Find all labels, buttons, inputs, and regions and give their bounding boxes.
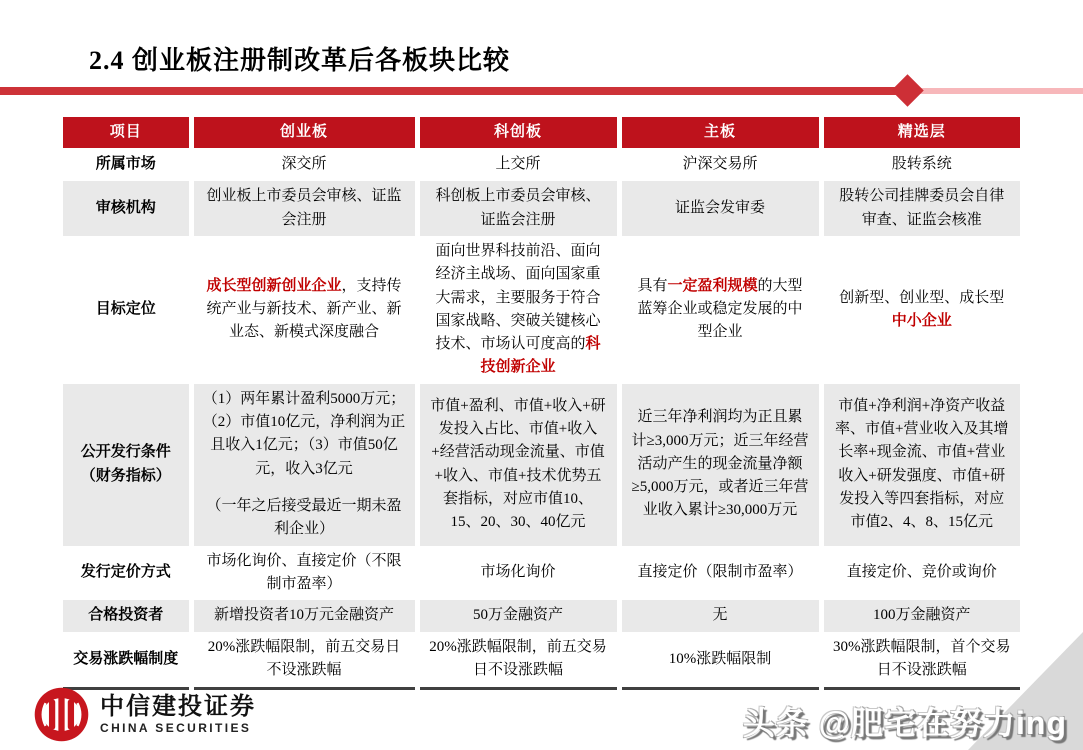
header-star: 科创板: [417, 117, 619, 148]
table-row-investor: [63, 600, 1020, 632]
table-row-review: [63, 181, 1020, 236]
cell-review-chinext: 创业板上市委员会审核、证监会注册: [191, 181, 417, 236]
cell-market-chinext: 深交所: [191, 148, 417, 181]
row-label-finance-line1: 公开发行条件: [80, 444, 171, 461]
title-rule-pink: [901, 88, 1083, 94]
cell-review-select: 股转公司挂牌委员会自律审查、证监会核准: [821, 181, 1020, 236]
finance-chinext-paragraph: （1）两年累计盈利5000万元；（2）市值10亿元，净利润为正且收入1亿元；（3）市值50亿元，收入3亿元: [202, 390, 406, 477]
cell-limit-star: 20%涨跌幅限制，前五交易日不设涨跌幅: [417, 632, 619, 688]
table-row-positioning: [63, 236, 1020, 384]
row-label-investor: 合格投资者: [88, 607, 164, 624]
row-label-review: 审核机构: [95, 199, 156, 216]
finance-chinext-note: （一年之后接受最近一期未盈利企业）: [206, 497, 402, 537]
title-rule-diamond-icon: [891, 74, 924, 107]
cell-finance-star: 市值+盈利、市值+收入+研发投入占比、市值+收入+经营活动现金流量、市值+收入、市值+技术优势五套指标，对应市值10、15、20、30、40亿元: [417, 384, 619, 546]
table-row-market: [63, 148, 1020, 181]
cell-finance-mainboard: 近三年净利润均为正且累计≥3,000万元；近三年经营活动产生的现金流量净额≥5,000万元，或者近三年营业收入累计≥30,000万元: [619, 384, 821, 546]
cell-limit-mainboard: 10%涨跌幅限制: [619, 632, 821, 688]
cell-pricing-star: 市场化询价: [417, 546, 619, 601]
cell-review-star: 科创板上市委员会审核、证监会注册: [417, 181, 619, 236]
title-rule-dark: [0, 87, 901, 95]
cell-investor-mainboard: 无: [619, 600, 821, 632]
row-label-positioning: 目标定位: [95, 301, 156, 318]
cell-positioning-star: 面向世界科技前沿、面向经济主战场、面向国家重大需求，主要服务于符合国家战略、突破关键核心技术、市场认可度高的科技创新企业: [417, 236, 619, 384]
cell-finance-chinext: [191, 384, 417, 546]
header-chinext: 创业板: [191, 117, 417, 148]
cell-review-mainboard: 证监会发审委: [619, 181, 821, 236]
citic-logo-icon: [33, 686, 90, 743]
cell-investor-chinext: 新增投资者10万元金融资产: [191, 600, 417, 632]
row-label-finance: [63, 384, 191, 546]
row-label-limit: 交易涨跌幅制度: [73, 650, 179, 667]
header-mainboard: 主板: [619, 117, 821, 148]
table-row-limit: [63, 632, 1020, 688]
table-header-row: [63, 117, 1020, 148]
table-row-pricing: [63, 546, 1020, 601]
cell-pricing-chinext: 市场化询价、直接定价（不限制市盈率）: [191, 546, 417, 601]
row-label-market: 所属市场: [95, 155, 156, 172]
cell-finance-select: 市值+净利润+净资产收益率、市值+营业收入及其增长率+现金流、市值+营业收入+研发强度、市值+研发投入等四套指标，对应市值2、4、8、15亿元: [821, 384, 1020, 546]
cell-investor-select: 100万金融资产: [821, 600, 1020, 632]
board-comparison-table: [63, 117, 1020, 690]
cell-investor-star: 50万金融资产: [417, 600, 619, 632]
header-select-tier: 精选层: [821, 117, 1020, 148]
cell-market-mainboard: 沪深交易所: [619, 148, 821, 181]
company-logo-text: [100, 694, 256, 736]
cell-positioning-mainboard: 具有一定盈利规模的大型蓝筹企业或稳定发展的中型企业: [619, 236, 821, 384]
company-logo: [33, 686, 256, 743]
row-label-pricing: 发行定价方式: [80, 564, 171, 581]
cell-pricing-select: 直接定价、竞价或询价: [821, 546, 1020, 601]
company-name-en: CHINA SECURITIES: [100, 721, 252, 736]
page-title: 2.4 创业板注册制改革后各板块比较: [89, 46, 511, 75]
table-row-finance: [63, 384, 1020, 546]
cell-positioning-select: 创新型、创业型、成长型中小企业: [821, 236, 1020, 384]
header-item: 项目: [63, 117, 191, 148]
row-label-finance-line2: （财务指标）: [80, 467, 171, 484]
watermark-text: 头条 @肥宅在努力ing: [742, 705, 1067, 741]
cell-limit-chinext: 20%涨跌幅限制，前五交易日不设涨跌幅: [191, 632, 417, 688]
cell-limit-select: 30%涨跌幅限制，首个交易日不设涨跌幅: [821, 632, 1020, 688]
cell-positioning-chinext: 成长型创新创业企业，支持传统产业与新技术、新产业、新业态、新模式深度融合: [191, 236, 417, 384]
cell-pricing-mainboard: 直接定价（限制市盈率）: [619, 546, 821, 601]
cell-market-star: 上交所: [417, 148, 619, 181]
cell-market-select: 股转系统: [821, 148, 1020, 181]
company-name-cn: 中信建投证券: [100, 693, 256, 720]
